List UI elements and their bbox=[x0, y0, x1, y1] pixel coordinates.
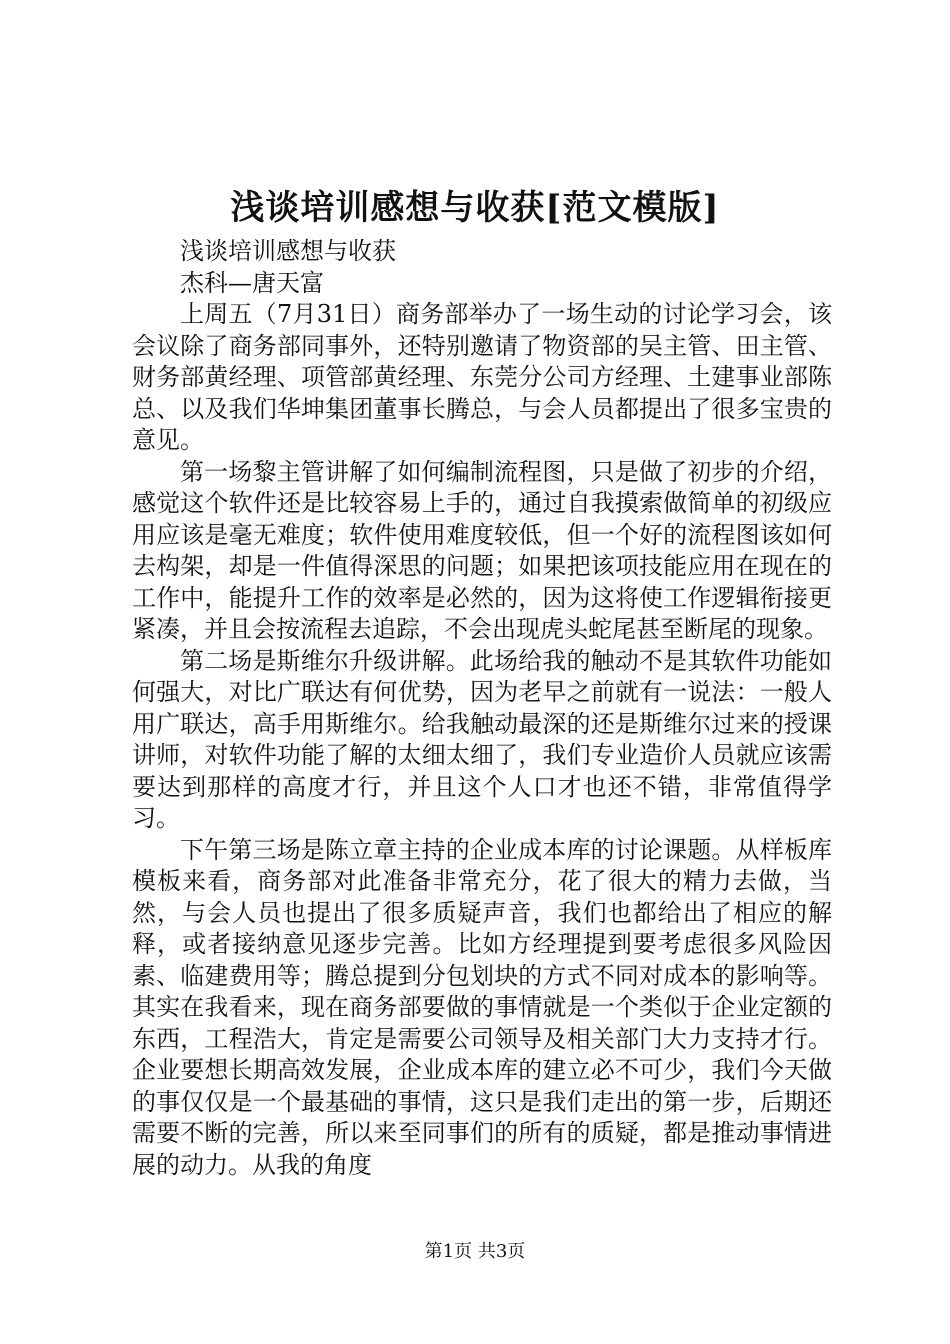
subtitle: 浅谈培训感想与收获 bbox=[180, 237, 396, 265]
author-line: 杰科—唐天富 bbox=[180, 268, 324, 297]
document-body bbox=[132, 236, 832, 1181]
page-number-footer: 第1页 共3页 bbox=[424, 1241, 526, 1262]
paragraph-4: 下午第三场是陈立章主持的企业成本库的讨论课题。从样板库模板来看，商务部对此准备非常充分，花了很大的精力去做，当然，与会人员也提出了很多质疑声音，我们也都给出了相应的解释，或者接纳意见逐步完善。比如方经理提到要考虑很多风险因素、临建费用等；腾总提到分包划块的方式不同对成本的影响等。其实在我看来，现在商务部要做的事情就是一个类似于企业定额的东西，工程浩大，肯定是需要公司领导及相关部门大力支持才行。企业要想长期高效发展，企业成本库的建立必不可少，我们今天做的事仅仅是一个最基础的事情，这只是我们走出的第一步，后期还需要不断的完善，所以来至同事们的所有的质疑，都是推动事情进展的动力。从我的角度 bbox=[132, 835, 832, 1179]
paragraph-3: 第二场是斯维尔升级讲解。此场给我的触动不是其软件功能如何强大，对比广联达有何优势，因为老早之前就有一说法：一般人用广联达，高手用斯维尔。给我触动最深的还是斯维尔过来的授课讲师，对软件功能了解的太细太细了，我们专业造价人员就应该需要达到那样的高度才行，并且这个人口才也还不错，非常值得学习。 bbox=[132, 646, 832, 832]
document-title: 浅谈培训感想与收获[范文模版] bbox=[230, 188, 720, 228]
paragraph-1: 上周五（7月31日）商务部举办了一场生动的讨论学习会，该会议除了商务部同事外，还特别邀请了物资部的吴主管、田主管、财务部黄经理、项管部黄经理、东莞分公司方经理、土建事业部陈总、以及我们华坤集团董事长腾总，与会人员都提出了很多宝贵的意见。 bbox=[132, 300, 832, 454]
paragraph-2: 第一场黎主管讲解了如何编制流程图，只是做了初步的介绍，感觉这个软件还是比较容易上手的，通过自我摸索做简单的初级应用应该是毫无难度；软件使用难度较低，但一个好的流程图该如何去构架，却是一件值得深思的问题；如果把该项技能应用在现在的工作中，能提升工作的效率是必然的，因为这将使工作逻辑衔接更紧凑，并且会按流程去追踪，不会出现虎头蛇尾甚至断尾的现象。 bbox=[132, 457, 832, 643]
